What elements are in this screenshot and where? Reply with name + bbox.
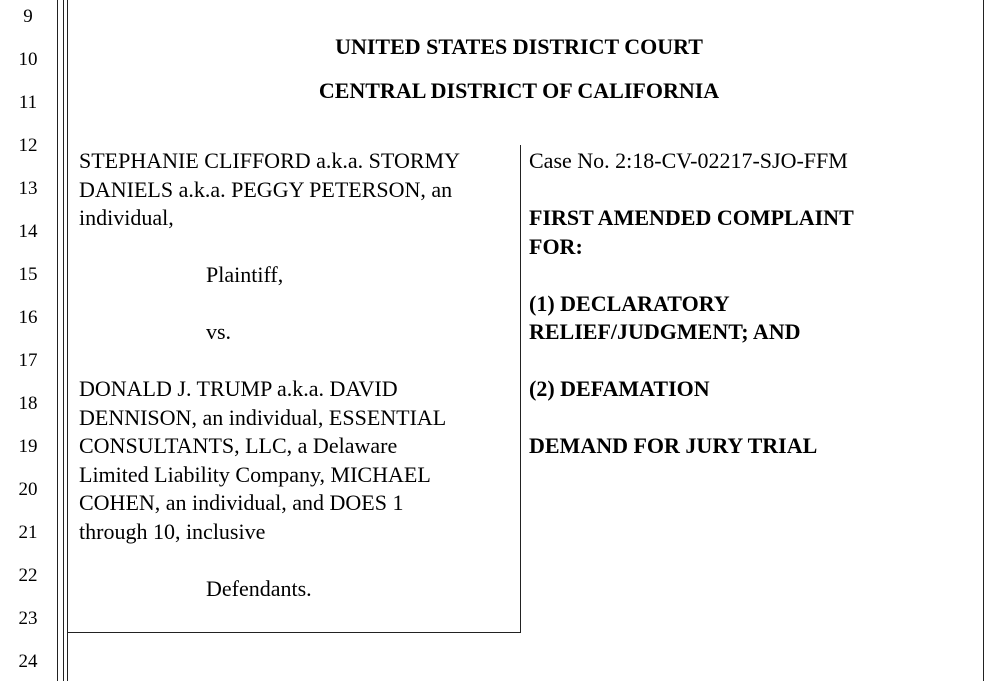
plaintiff-name-line: individual, (79, 205, 174, 230)
line-number: 23 (18, 608, 38, 629)
line-number: 18 (18, 393, 38, 414)
claim-one-line: RELIEF/JUDGMENT; AND (529, 319, 801, 344)
plaintiff-label: Plaintiff, (206, 262, 284, 287)
left-margin-rule-outer (57, 0, 58, 681)
complaint-title-line: FIRST AMENDED COMPLAINT (529, 205, 854, 230)
caption-divider-vertical (520, 145, 521, 633)
left-margin-rule-inner (67, 0, 68, 681)
line-number: 21 (18, 522, 38, 543)
left-margin-rule-middle (63, 0, 64, 681)
defendant-name-line: COHEN, an individual, and DOES 1 (79, 490, 404, 515)
line-number: 9 (23, 6, 33, 27)
defendant-name-line: through 10, inclusive (79, 518, 266, 544)
versus-label: vs. (206, 319, 232, 344)
case-info (529, 147, 969, 461)
line-number: 19 (18, 436, 38, 457)
jury-demand: DEMAND FOR JURY TRIAL (529, 433, 818, 458)
defendants-label: Defendants. (206, 575, 312, 601)
line-number: 11 (18, 92, 38, 113)
caption-divider-horizontal (68, 632, 521, 633)
defendant-name-line: CONSULTANTS, LLC, a Delaware (79, 433, 398, 458)
claim-one-line: (1) DECLARATORY (529, 290, 730, 316)
line-number: 17 (18, 350, 38, 371)
line-number: 14 (18, 221, 38, 242)
plaintiff-name-line: STEPHANIE CLIFFORD a.k.a. STORMY (79, 148, 460, 173)
line-number: 16 (18, 307, 38, 328)
right-margin-rule (983, 0, 984, 681)
defendant-name-line: Limited Liability Company, MICHAEL (79, 461, 431, 487)
parties-caption (79, 147, 519, 603)
line-number: 20 (18, 479, 38, 500)
line-number: 24 (18, 651, 38, 672)
claim-two: (2) DEFAMATION (529, 376, 710, 401)
defendant-name-line: DENNISON, an individual, ESSENTIAL (79, 404, 447, 430)
line-number: 22 (18, 565, 38, 586)
line-number: 10 (18, 49, 38, 70)
court-district: CENTRAL DISTRICT OF CALIFORNIA (318, 78, 720, 103)
court-name: UNITED STATES DISTRICT COURT (335, 34, 703, 59)
case-number: Case No. 2:18-CV-02217-SJO-FFM (529, 148, 848, 173)
line-number: 12 (18, 135, 38, 156)
plaintiff-name-line: DANIELS a.k.a. PEGGY PETERSON, an (79, 176, 453, 202)
defendant-name-line: DONALD J. TRUMP a.k.a. DAVID (79, 376, 398, 401)
line-number: 13 (18, 178, 38, 199)
line-number: 15 (18, 264, 38, 285)
complaint-title-line: FOR: (529, 233, 583, 259)
